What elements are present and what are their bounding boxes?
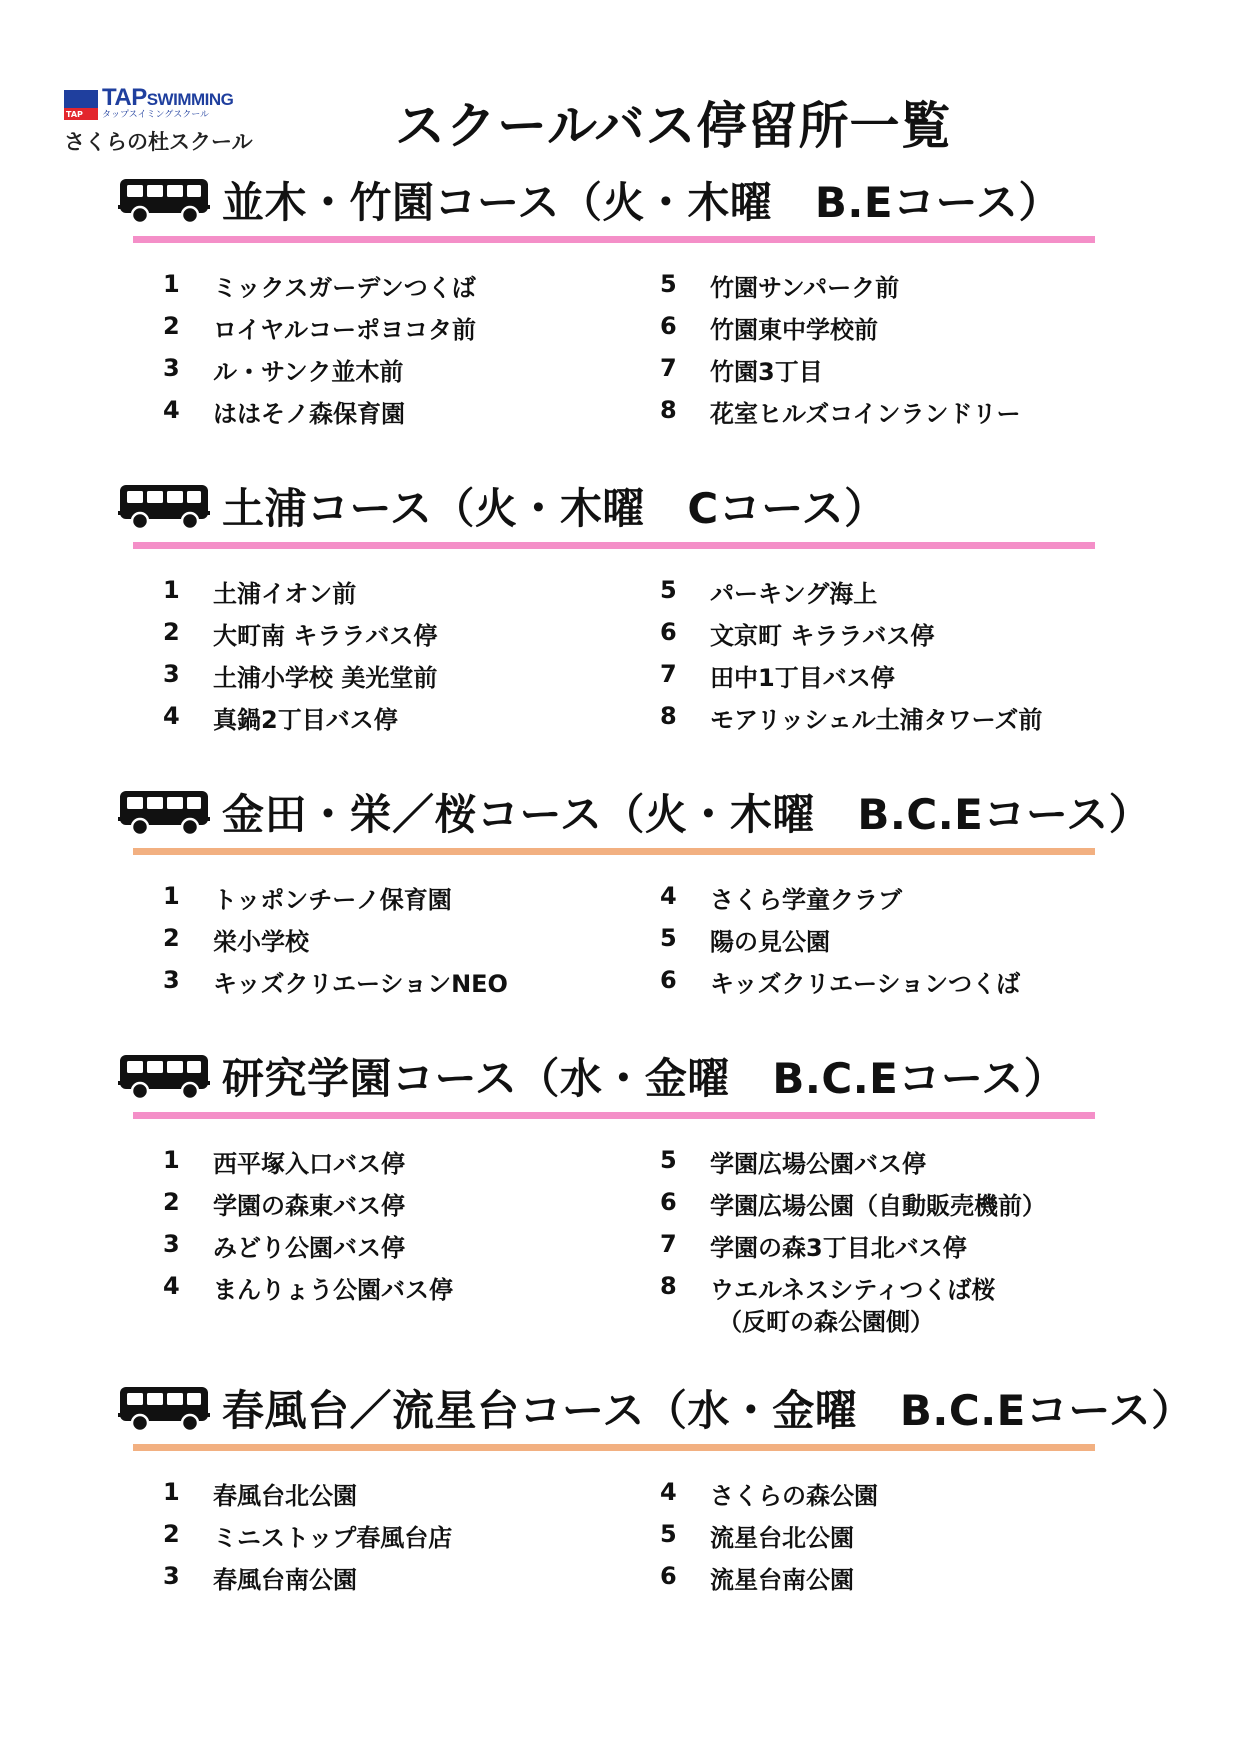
stop-item xyxy=(163,1188,453,1230)
stop-name-note: （反町の森公園側） xyxy=(718,1308,934,1336)
stop-name-text: 竹園東中学校前 xyxy=(710,316,878,344)
stop-name-text: 春風台南公園 xyxy=(213,1566,357,1594)
stop-column-left xyxy=(163,882,508,1008)
stop-number: 6 xyxy=(660,312,677,340)
stop-number: 6 xyxy=(660,618,677,646)
stop-name-text: ロイヤルコーポヨコタ前 xyxy=(213,316,477,344)
stop-name xyxy=(710,1562,854,1598)
stop-column-left xyxy=(163,576,437,744)
course-header xyxy=(118,1380,1194,1436)
stop-item xyxy=(660,1478,878,1520)
stop-name-text: さくらの森公園 xyxy=(710,1482,878,1510)
stop-name xyxy=(710,576,877,612)
stop-name-text: 西平塚入口バス停 xyxy=(213,1150,405,1178)
section-divider xyxy=(133,1444,1095,1451)
stop-name-text: 春風台北公園 xyxy=(213,1482,357,1510)
stop-number: 1 xyxy=(163,270,180,298)
stop-name-text: 学園の森東バス停 xyxy=(213,1192,405,1220)
stop-column-right xyxy=(660,1478,878,1604)
school-logo xyxy=(64,86,294,156)
stop-name-text: 真鍋2丁目バス停 xyxy=(213,706,398,734)
stop-name-text: 文京町 キララバス停 xyxy=(710,622,935,650)
stop-item xyxy=(660,270,1021,312)
stop-name-text: まんりょう公園バス停 xyxy=(213,1276,453,1304)
stop-name xyxy=(213,1562,357,1598)
stop-name xyxy=(710,1188,1046,1224)
stop-number: 4 xyxy=(660,882,677,910)
stop-item xyxy=(163,1230,453,1272)
stop-name xyxy=(213,1188,405,1224)
course-header xyxy=(118,784,1151,840)
stop-name xyxy=(213,396,405,432)
stop-number: 8 xyxy=(660,396,677,424)
stop-number: 2 xyxy=(163,312,180,340)
stop-column-left xyxy=(163,1478,452,1604)
stop-name xyxy=(213,924,309,960)
stop-item xyxy=(163,966,508,1008)
stop-name xyxy=(213,354,403,390)
stop-name xyxy=(710,618,934,654)
stop-name xyxy=(213,270,476,306)
stop-number: 3 xyxy=(163,1230,180,1258)
stop-number: 5 xyxy=(660,924,677,952)
stop-column-right xyxy=(660,1146,1046,1336)
stop-item xyxy=(163,1146,453,1188)
stop-name xyxy=(710,702,1042,738)
stop-number: 1 xyxy=(163,1478,180,1506)
stop-item xyxy=(163,354,476,396)
stop-name xyxy=(710,1520,854,1556)
stop-number: 7 xyxy=(660,660,677,688)
course-header xyxy=(118,172,1061,228)
stop-name-text: 土浦小学校 美光堂前 xyxy=(213,664,438,692)
stop-name-text: ル・サンク並木前 xyxy=(213,358,404,386)
stop-item xyxy=(660,312,1021,354)
stop-column-left xyxy=(163,1146,453,1314)
stop-name xyxy=(710,924,830,960)
stop-item xyxy=(660,618,1042,660)
stop-name xyxy=(213,618,437,654)
stop-name xyxy=(213,312,476,348)
stop-item xyxy=(660,1230,1046,1272)
stop-item xyxy=(163,270,476,312)
stop-name xyxy=(710,966,1020,1002)
stop-column-left xyxy=(163,270,476,438)
stop-name xyxy=(213,576,356,612)
stop-name xyxy=(710,882,902,918)
stop-name-text: 学園広場公園バス停 xyxy=(710,1150,926,1178)
stop-name-text: 田中1丁目バス停 xyxy=(710,664,895,692)
stop-item xyxy=(660,1520,878,1562)
stop-number: 3 xyxy=(163,660,180,688)
stop-item xyxy=(163,618,437,660)
stop-item xyxy=(163,702,437,744)
stop-item xyxy=(660,1272,1046,1336)
stop-item xyxy=(163,312,476,354)
bus-icon xyxy=(118,1051,210,1101)
swimmer-flag-icon xyxy=(64,90,98,120)
stop-number: 3 xyxy=(163,1562,180,1590)
stop-number: 4 xyxy=(660,1478,677,1506)
stop-item xyxy=(660,396,1021,438)
stop-name-text: 栄小学校 xyxy=(213,928,309,956)
stop-name xyxy=(710,312,878,348)
stop-number: 5 xyxy=(660,576,677,604)
stop-item xyxy=(660,660,1042,702)
stop-name xyxy=(213,1478,357,1514)
stop-column-right xyxy=(660,576,1042,744)
stop-number: 5 xyxy=(660,1520,677,1548)
bus-icon xyxy=(118,481,210,531)
stop-name xyxy=(213,1520,452,1556)
stop-number: 4 xyxy=(163,1272,180,1300)
stop-name-text: ははそノ森保育園 xyxy=(213,400,405,428)
stop-name xyxy=(213,882,452,918)
stop-number: 7 xyxy=(660,354,677,382)
stop-name xyxy=(710,354,823,390)
stop-name xyxy=(710,1272,995,1337)
stop-number: 1 xyxy=(163,1146,180,1174)
stop-number: 8 xyxy=(660,1272,677,1300)
stop-item xyxy=(660,1146,1046,1188)
stop-item xyxy=(163,1520,452,1562)
stop-item xyxy=(163,1562,452,1604)
stop-name-text: 大町南 キララバス停 xyxy=(213,622,438,650)
stop-name-text: キッズクリエーションつくば xyxy=(710,970,1021,998)
stop-name-text: 土浦イオン前 xyxy=(213,580,357,608)
stop-name-text: ミニストップ春風台店 xyxy=(213,1524,453,1552)
stop-name xyxy=(213,660,437,696)
stop-name-text: 学園広場公園（自動販売機前） xyxy=(710,1192,1046,1220)
course-header xyxy=(118,1048,1066,1104)
stop-name xyxy=(710,1230,967,1266)
stop-number: 3 xyxy=(163,354,180,382)
stop-number: 3 xyxy=(163,966,180,994)
stop-item xyxy=(660,1562,878,1604)
stop-name-text: ウエルネスシティつくば桜 xyxy=(710,1276,996,1304)
stop-name-text: 学園の森3丁目北バス停 xyxy=(710,1234,967,1262)
stop-name xyxy=(710,660,895,696)
stop-item xyxy=(163,882,508,924)
section-divider xyxy=(133,542,1095,549)
stop-number: 1 xyxy=(163,882,180,910)
stop-name-text: 竹園3丁目 xyxy=(710,358,823,386)
stop-item xyxy=(660,924,1020,966)
logo-flag-text: TAP xyxy=(66,110,83,119)
stop-name-text: モアリッシェル土浦タワーズ前 xyxy=(710,706,1043,734)
stop-name-text: 陽の見公園 xyxy=(710,928,830,956)
course-section xyxy=(0,1048,1241,1348)
stop-item xyxy=(660,1188,1046,1230)
stop-item xyxy=(163,396,476,438)
stop-item xyxy=(163,660,437,702)
logo-brand-sub: タップスイミングスクール xyxy=(102,110,210,120)
stop-name xyxy=(213,702,398,738)
course-title: 金田・栄／桜コース（火・木曜 B.C.Eコース） xyxy=(222,790,1152,839)
section-divider xyxy=(133,848,1095,855)
section-divider xyxy=(133,1112,1095,1119)
stop-number: 6 xyxy=(660,966,677,994)
stop-item xyxy=(660,354,1021,396)
stop-name xyxy=(710,396,1021,432)
stop-name-text: キッズクリエーションNEO xyxy=(213,970,508,998)
page-title: スクールバス停留所一覧 xyxy=(395,97,952,155)
course-title: 春風台／流星台コース（水・金曜 B.C.Eコース） xyxy=(222,1386,1194,1435)
bus-icon xyxy=(118,175,210,225)
stop-item xyxy=(660,882,1020,924)
stop-item xyxy=(660,966,1020,1008)
stop-number: 2 xyxy=(163,1188,180,1216)
stop-name-text: 流星台北公園 xyxy=(710,1524,854,1552)
course-header xyxy=(118,478,887,534)
stop-item xyxy=(163,576,437,618)
stop-item xyxy=(163,924,508,966)
stop-number: 4 xyxy=(163,702,180,730)
stop-number: 2 xyxy=(163,618,180,646)
stop-name-text: さくら学童クラブ xyxy=(710,886,902,914)
stop-number: 4 xyxy=(163,396,180,424)
stop-item xyxy=(163,1478,452,1520)
logo-mark xyxy=(64,86,294,120)
stop-name xyxy=(213,1146,405,1182)
bus-icon xyxy=(118,1383,210,1433)
stop-number: 6 xyxy=(660,1188,677,1216)
logo-brand-big: TAP xyxy=(102,84,147,111)
stop-name-text: 流星台南公園 xyxy=(710,1566,854,1594)
stop-item xyxy=(660,702,1042,744)
stop-number: 8 xyxy=(660,702,677,730)
stop-item xyxy=(163,1272,453,1314)
course-section xyxy=(0,1380,1241,1680)
stop-name-text: 花室ヒルズコインランドリー xyxy=(710,400,1021,428)
stop-name xyxy=(213,966,508,1002)
course-title: 研究学園コース（水・金曜 B.C.Eコース） xyxy=(222,1054,1067,1103)
stop-name xyxy=(710,270,899,306)
logo-brand-small: SWIMMING xyxy=(146,90,234,109)
stop-name-text: ミックスガーデンつくば xyxy=(213,274,476,302)
stop-name-text: トッポンチーノ保育園 xyxy=(213,886,452,914)
stop-name-text: パーキング海上 xyxy=(710,580,878,608)
section-divider xyxy=(133,236,1095,243)
logo-brand xyxy=(102,86,233,110)
stop-number: 2 xyxy=(163,1520,180,1548)
stop-item xyxy=(660,576,1042,618)
stop-name xyxy=(213,1272,453,1308)
stop-name xyxy=(213,1230,405,1266)
course-title: 並木・竹園コース（火・木曜 B.Eコース） xyxy=(222,178,1061,227)
stop-column-right xyxy=(660,270,1021,438)
stop-name-text: みどり公園バス停 xyxy=(213,1234,405,1262)
stop-number: 6 xyxy=(660,1562,677,1590)
stop-number: 5 xyxy=(660,270,677,298)
stop-column-right xyxy=(660,882,1020,1008)
stop-name xyxy=(710,1478,878,1514)
stop-name-text: 竹園サンパーク前 xyxy=(710,274,900,302)
stop-number: 1 xyxy=(163,576,180,604)
course-section xyxy=(0,478,1241,778)
course-title: 土浦コース（火・木曜 Cコース） xyxy=(222,484,887,533)
course-section xyxy=(0,784,1241,1084)
school-name: さくらの杜スクール xyxy=(64,130,253,154)
course-section xyxy=(0,172,1241,472)
stop-number: 2 xyxy=(163,924,180,952)
stop-number: 7 xyxy=(660,1230,677,1258)
bus-icon xyxy=(118,787,210,837)
stop-name xyxy=(710,1146,926,1182)
stop-number: 5 xyxy=(660,1146,677,1174)
